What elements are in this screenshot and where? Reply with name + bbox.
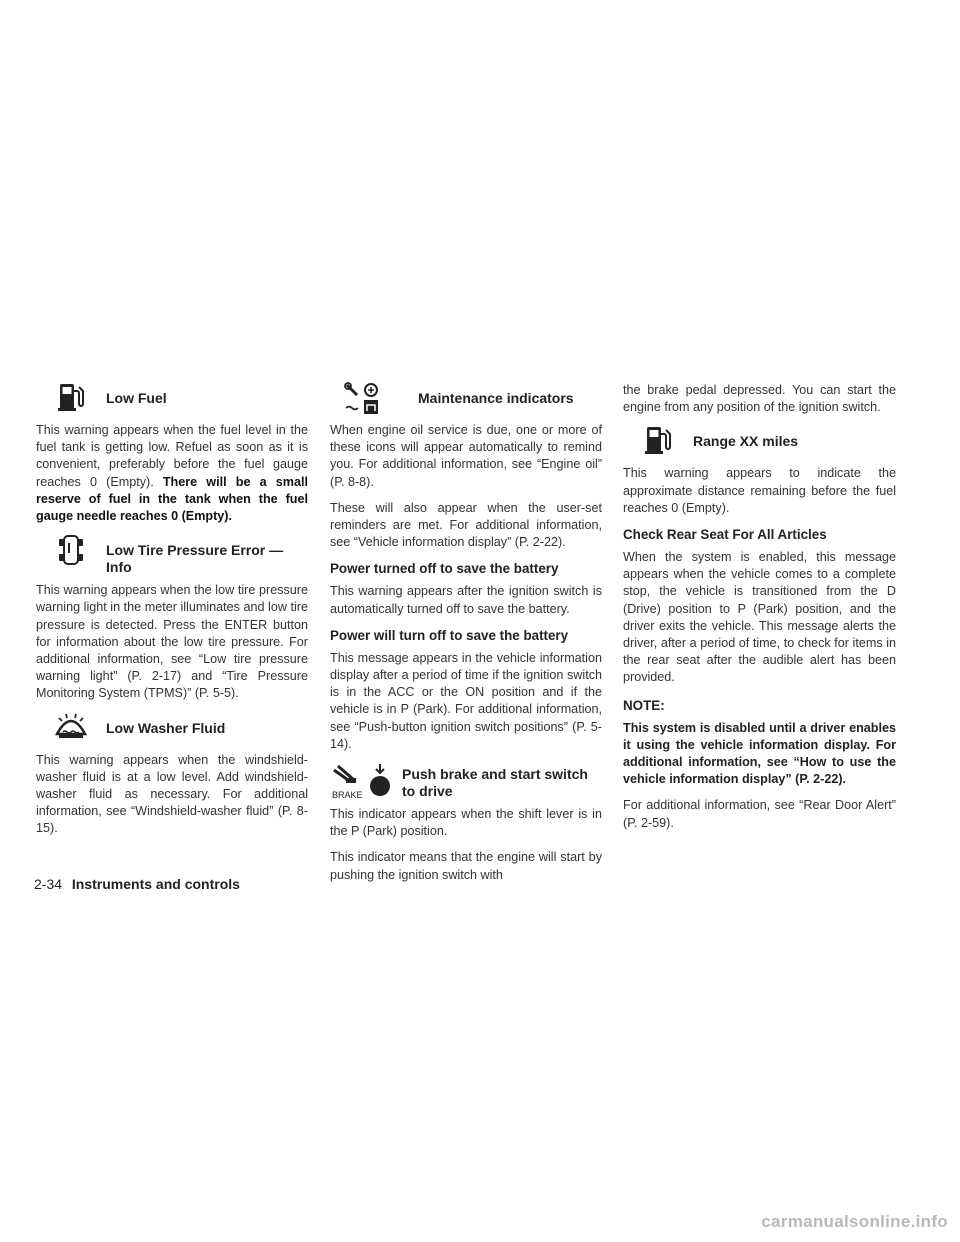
maintenance-heading (330, 382, 602, 416)
left-column (36, 382, 308, 847)
watermark: carmanualsonline.info (761, 1212, 948, 1231)
page-number: 2-34 (34, 876, 63, 892)
fuel-pump-icon (36, 382, 106, 416)
push-brake-text-2: This indicator means that the engine will start by pushing the ignition switch with (330, 850, 602, 882)
low-fuel-text: This warning appears when the fuel level in the fuel tank is getting low. Refuel as soon as it is convenient, preferably before the fuel gauge reaches 0 (Empty). There will be a small reserve of fuel in the tank when the fuel gauge needle reaches 0 (Empty). (36, 423, 308, 524)
maintenance-text-1: When engine oil service is due, one or more of these icons will appear automatically to remind you. For additional information, see “Engine oil” (P. 8-8). (330, 423, 602, 489)
power-off-text: This warning appears after the ignition switch is automatically turned off to save the battery. (330, 584, 602, 616)
maintenance-icon (330, 382, 400, 416)
push-brake-icon (330, 762, 402, 801)
low-fuel-note-bold: There will be a small reserve of fuel in the tank when the fuel gauge needle reaches 0 (Empty). (36, 474, 308, 524)
washer-fluid-heading (36, 712, 308, 746)
push-brake-heading (330, 762, 602, 800)
range-title: Range XX miles (693, 433, 799, 450)
middle-column (330, 382, 602, 893)
washer-fluid-text: This warning appears when the windshield-washer fluid is at a low level. Add windshield-washer fluid as necessary. For additional information, see “Windshield-washer fluid” (P. 8-15). (36, 752, 308, 836)
tire-pressure-title: Low Tire Pressure Error — Info (106, 542, 284, 576)
note-heading: NOTE: (623, 697, 665, 713)
fuel-range-icon (623, 425, 693, 459)
rear-seat-heading: Check Rear Seat For All Articles (623, 527, 827, 543)
tire-pressure-icon (36, 534, 106, 568)
right-column (623, 382, 896, 841)
brake-label: BRAKE (332, 790, 363, 801)
power-will-text: This message appears in the vehicle information display after a period of time if the ignition switch is in the ACC or the ON position and if the vehicle is in P (Park). For additional information, see “Push-button ignition switch positions” (P. 5-14). (330, 650, 602, 751)
power-off-heading: Power turned off to save the battery (330, 561, 559, 577)
maintenance-title: Maintenance indicators (418, 390, 574, 406)
section-title: Instruments and controls (71, 876, 240, 892)
rear-door-text: For additional information, see “Rear Door Alert” (P. 2-59). (623, 798, 896, 830)
range-heading (623, 425, 896, 459)
low-fuel-heading (36, 382, 308, 416)
push-brake-text-1: This indicator appears when the shift lever is in the P (Park) position. (330, 807, 602, 839)
push-brake-title: Push brake and start switch to drive (402, 766, 588, 800)
range-text: This warning appears to indicate the approximate distance remaining before the fuel reaches 0 (Empty). (623, 466, 896, 515)
note-text: This system is disabled until a driver enables it using the vehicle information display. For additional information, see “How to use the vehicle information display” (P. 2-22). (623, 720, 896, 787)
maintenance-text-2: These will also appear when the user-set reminders are met. For additional information, see “Vehicle information display” (P. 2-22). (330, 500, 602, 550)
rear-seat-text: When the system is enabled, this message appears when the vehicle comes to a complete stop, the vehicle is transitioned from the D (Drive) position to P (Park) position, and the driver exits the vehicle. This message alerts the driver, after a period of time, to check for items in the rear seat after the audible alert has been provided. (623, 550, 896, 685)
low-fuel-title: Low Fuel (106, 390, 167, 406)
washer-fluid-icon (36, 712, 106, 746)
washer-fluid-title: Low Washer Fluid (106, 719, 226, 736)
power-will-heading: Power will turn off to save the battery (330, 627, 569, 643)
page-footer (34, 876, 240, 892)
tire-pressure-text: This warning appears when the low tire pressure warning light in the meter illuminates and low tire pressure is detected. Press the ENTER button for information about the low tire pressure. For additional information, see “Low tire pressure warning light” (P. 2-17) and “Tire Pressure Monitoring System (TPMS)” (P. 5-5). (36, 583, 308, 701)
push-brake-text-continued: the brake pedal depressed. You can start the engine from any position of the ignition switch. (623, 383, 896, 415)
tire-pressure-heading (36, 534, 308, 576)
